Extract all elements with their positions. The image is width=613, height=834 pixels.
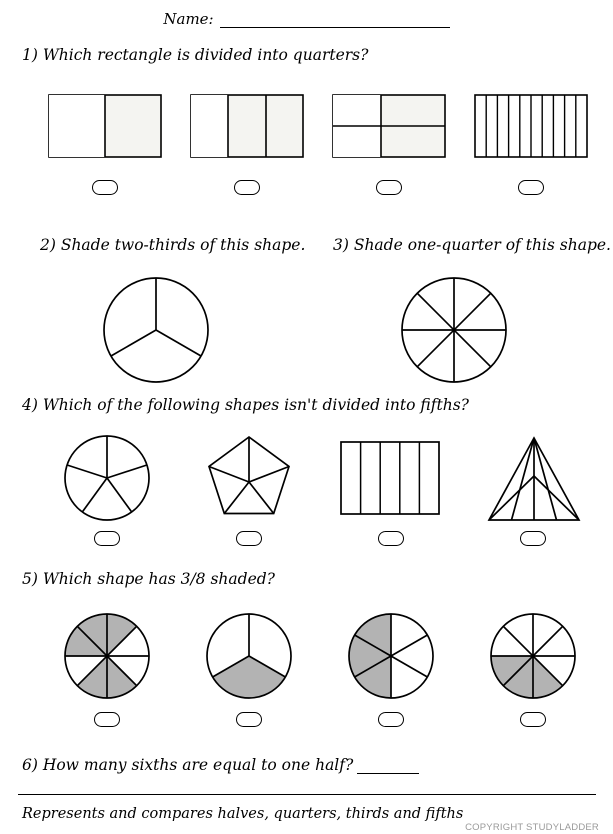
q2-circle-thirds[interactable]: [102, 276, 210, 384]
q1-option-b-rectangle-thirds[interactable]: [190, 94, 304, 158]
q1-bubble-d[interactable]: [518, 180, 544, 195]
question-6-answer-line[interactable]: [357, 760, 419, 774]
question-1-text: 1) Which rectangle is divided into quarters?: [22, 46, 369, 64]
q5-option-b-circle-thirds-shaded[interactable]: [205, 612, 293, 700]
q3-circle-eighths[interactable]: [400, 276, 508, 384]
q1-bubble-c[interactable]: [376, 180, 402, 195]
q1-option-a-rectangle-halves[interactable]: [48, 94, 162, 158]
q5-option-d-circle-eighths-shaded[interactable]: [489, 612, 577, 700]
q1-option-c-rectangle-quarters[interactable]: [332, 94, 446, 158]
q4-option-b-pentagon-fifths[interactable]: [205, 434, 293, 522]
q5-bubble-a[interactable]: [94, 712, 120, 727]
footer-objective: Represents and compares halves, quarters, thirds and fifths: [22, 806, 464, 822]
q5-bubble-b[interactable]: [236, 712, 262, 727]
q4-bubble-c[interactable]: [378, 531, 404, 546]
question-2-text: 2) Shade two-thirds of this shape.: [40, 236, 306, 254]
q5-option-a-circle-eighths-shaded[interactable]: [63, 612, 151, 700]
name-label: Name:: [163, 10, 214, 28]
q4-option-c-rectangle-fifths[interactable]: [340, 441, 440, 515]
q5-option-c-circle-sixths-shaded[interactable]: [347, 612, 435, 700]
q4-bubble-d[interactable]: [520, 531, 546, 546]
question-5-text: 5) Which shape has 3/8 shaded?: [22, 570, 275, 588]
footer-divider: [18, 794, 596, 795]
question-6-label: 6) How many sixths are equal to one half?: [22, 756, 354, 774]
copyright-text: COPYRIGHT STUDYLADDER: [465, 822, 599, 833]
q4-option-d-triangle-divided[interactable]: [487, 436, 581, 522]
q1-bubble-b[interactable]: [234, 180, 260, 195]
question-4-text: 4) Which of the following shapes isn't divided into fifths?: [22, 396, 469, 414]
q5-bubble-c[interactable]: [378, 712, 404, 727]
question-3-text: 3) Shade one-quarter of this shape.: [333, 236, 611, 254]
question-6-text: [22, 756, 419, 774]
q4-option-a-circle-fifths[interactable]: [63, 434, 151, 522]
q5-bubble-d[interactable]: [520, 712, 546, 727]
q4-bubble-a[interactable]: [94, 531, 120, 546]
q4-bubble-b[interactable]: [236, 531, 262, 546]
q1-bubble-a[interactable]: [92, 180, 118, 195]
name-row: [0, 10, 613, 28]
q1-option-d-rectangle-tenths[interactable]: [474, 94, 588, 158]
name-input-line[interactable]: [220, 13, 450, 28]
